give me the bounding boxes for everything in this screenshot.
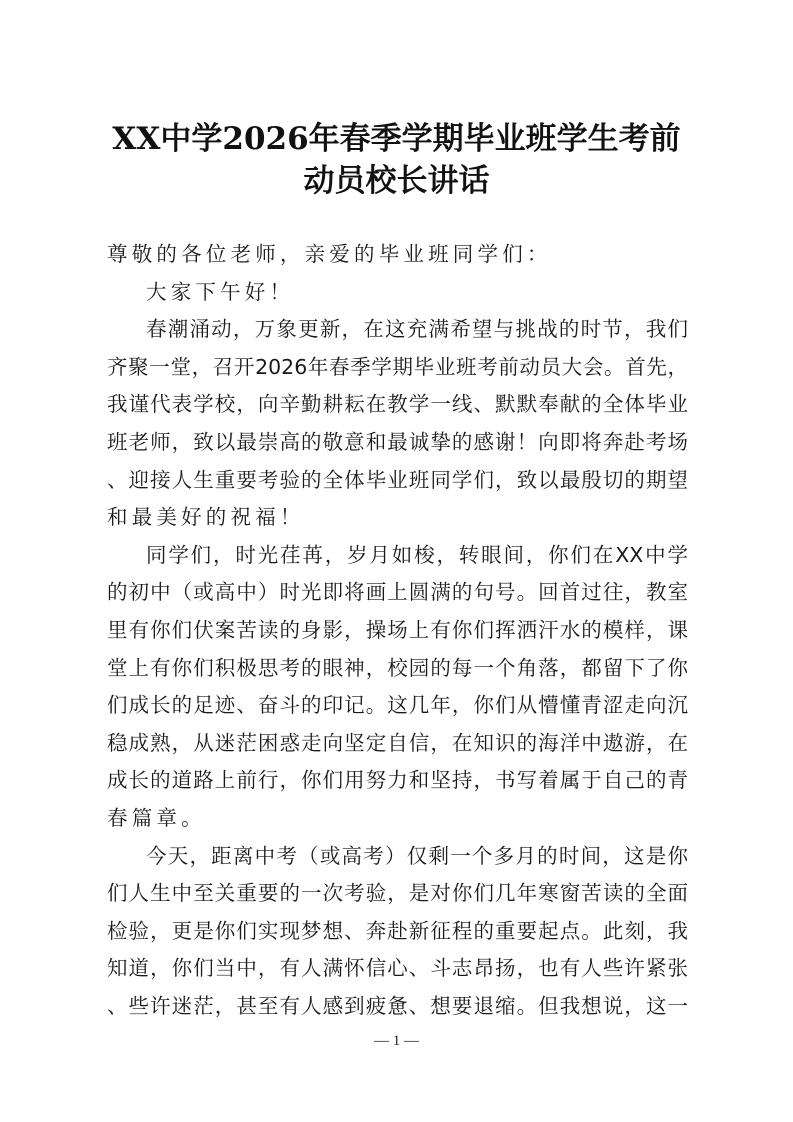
body-text-line: 春潮涌动，万象更新，在这充满希望与挑战的时节，我们 bbox=[146, 317, 688, 342]
body-text-line: 大家下午好！ bbox=[146, 279, 295, 304]
body-text-line: 齐聚一堂，召开2026年春季学期毕业班考前动员大会。首先， bbox=[107, 354, 688, 379]
body-text-line: 、迎接人生重要考验的全体毕业班同学们，致以最殷切的期望 bbox=[107, 467, 688, 492]
body-text-line: 的初中（或高中）时光即将画上圆满的句号。回首过往，教室 bbox=[107, 580, 688, 605]
document-title-line-2: 动员校长讲话 bbox=[303, 163, 490, 199]
body-text-line: 今天，距离中考（或高考）仅剩一个多月的时间，这是你 bbox=[146, 843, 688, 868]
body-text-line: 知道，你们当中，有人满怀信心、斗志昂扬，也有人些许紧张 bbox=[107, 956, 688, 981]
body-text-line: 成长的道路上前行，你们用努力和坚持，书写着属于自己的青 bbox=[107, 768, 688, 793]
body-text-line: 们人生中至关重要的一次考验，是对你们几年寒窗苦读的全面 bbox=[107, 881, 688, 906]
body-text-line: 里有你们伏案苦读的身影，操场上有你们挥洒汗水的模样，课 bbox=[107, 617, 688, 642]
body-text-line: 、些许迷茫，甚至有人感到疲惫、想要退缩。但我想说，这一 bbox=[107, 993, 688, 1018]
body-text-line: 稳成熟，从迷茫困惑走向坚定自信，在知识的海洋中遨游，在 bbox=[107, 730, 688, 755]
body-text-line: 们成长的足迹、奋斗的印记。这几年，你们从懵懂青涩走向沉 bbox=[107, 693, 688, 718]
document-body bbox=[107, 236, 688, 1025]
body-text-line: 尊敬的各位老师，亲爱的毕业班同学们： bbox=[107, 242, 552, 266]
body-text-line: 和最美好的祝福！ bbox=[107, 505, 305, 530]
body-text-line: 班老师，致以最崇高的敬意和最诚挚的感谢！向即将奔赴考场 bbox=[107, 429, 688, 454]
body-text-line: 检验，更是你们实现梦想、奔赴新征程的重要起点。此刻，我 bbox=[107, 918, 688, 943]
body-text-line: 春篇章。 bbox=[107, 805, 206, 830]
body-text-line: 同学们，时光荏苒，岁月如梭，转眼间，你们在XX中学 bbox=[146, 542, 688, 567]
document-title-line-1: XX中学2026年春季学期毕业班学生考前 bbox=[112, 121, 681, 157]
body-text-line: 堂上有你们积极思考的眼神，校园的每一个角落，都留下了你 bbox=[107, 655, 688, 680]
page-number: — 1 — bbox=[374, 1033, 419, 1049]
body-text-line: 我谨代表学校，向辛勤耕耘在教学一线、默默奉献的全体毕业 bbox=[107, 392, 688, 417]
